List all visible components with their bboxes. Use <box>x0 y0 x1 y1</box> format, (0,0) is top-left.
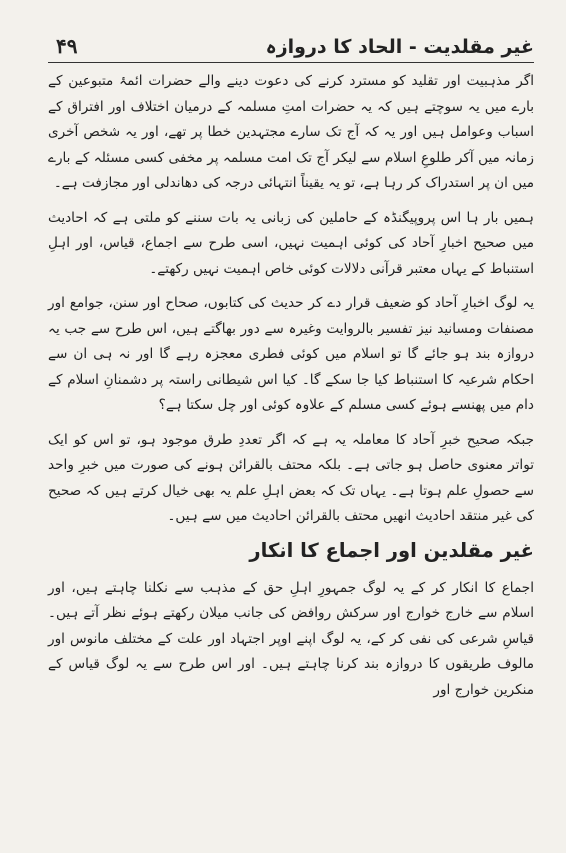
section-heading: غیر مقلدین اور اجماع کا انکار <box>249 538 534 562</box>
paragraph-1: اگر مذہبیت اور تقلید کو مسترد کرنے کی دعوت دینے والے حضرات ائمۂ متبوعین کے بارے میں یہ سوچتے ہیں کہ یہ حضرات امتِ مسلمہ کے درمیان اختلاف اور افتراق کے اسباب وعوامل ہیں اور یہ کہ آج تک سارے مجتہدین خطا پر تھے، اور یہ شخص آخری زمانہ میں آکر طلوعِ اسلام سے لیکر آج تک امت مسلمہ پر مخفی کسی مسئلہ کے بارے میں ان پر استدراک کر رہا ہے، تو یہ یقیناً انتہائی درجہ کی دھاندلی اور مجازفت ہے۔ <box>48 73 534 191</box>
paragraph-5: اجماع کا انکار کر کے یہ لوگ جمہورِ اہلِ حق کے مذہب سے نکلنا چاہتے ہیں، اور اسلام سے خارج خوارج اور سرکش روافض کی جانب میلان رکھتے ہوئے نظر آتے ہیں۔ قیاسِ شرعی کی نفی کر کے، یہ لوگ اپنے اوپر اجتہاد اور علت کے مختلف مانوس اور مالوف طریقوں کا دروازہ بند کرنا چاہتے ہیں۔ اور اس طرح سے یہ لوگ قیاس کے منکرین خوارج اور <box>48 579 534 698</box>
page-header <box>48 22 534 62</box>
paragraph-3: یہ لوگ اخبارِ آحاد کو ضعیف قرار دے کر حدیث کی کتابوں، صحاح اور سنن، جوامع اور مصنفات ومسانید نیز تفسیر بالروایت وغیرہ سے دور بھاگتے ہیں، اس طرح سے جب یہ دروازہ بند ہو جائے گا تو اسلام میں کوئی فطری معجزہ رہے گا اور نہ ہی ان سے احکام شرعیہ کا استنباط کیا جا سکے گا۔ کیا اس شیطانی راستہ پر دشمنانِ اسلام کے دام میں پھنسے ہوئے کسی مسلم کے علاوہ کوئی اور چل سکتا ہے؟ <box>48 295 534 413</box>
page-body <box>48 69 534 703</box>
paragraph-2: ہمیں بار ہا اس پروپیگنڈہ کے حاملین کی زبانی یہ بات سننے کو ملتی ہے کہ احادیث میں صحیح اخبارِ آحاد کی کوئی اہمیت نہیں، اسی طرح سے اجماع، قیاس، اور اہلِ استنباط کے یہاں معتبر قرآنی دلالات کوئی خاص اہمیت نہیں رکھتے۔ <box>48 209 534 277</box>
paragraph-4: جبکہ صحیح خبرِ آحاد کا معاملہ یہ ہے کہ اگر تعددِ طرق موجود ہو، تو اس کو ایک تواتر معنوی حاصل ہو جاتی ہے۔ بلکہ محتف بالقرائن ہونے کی صورت میں خبرِ واحد سے حصولِ علم ہوتا ہے۔ یہاں تک کہ بعض اہلِ علم یہ بھی خیال کرتے ہیں کہ صحیح کی غیر منتقد احادیث انھیں محتف بالقرائن احادیث میں سے ہیں۔ <box>48 431 534 524</box>
running-title: غیر مقلدیت - الحاد کا دروازہ <box>265 36 534 58</box>
page-number: ۴۹ <box>56 34 78 58</box>
header-rule <box>48 62 534 63</box>
